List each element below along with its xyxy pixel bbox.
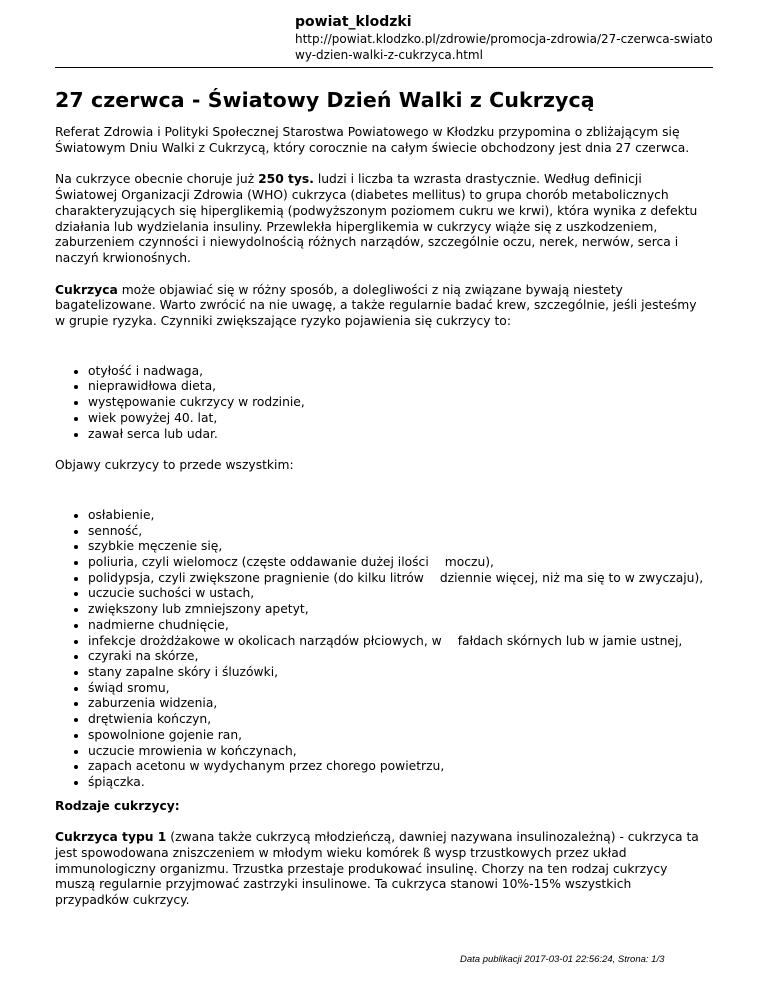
symptom-item: • zwiększony lub zmniejszony apetyt, bbox=[88, 602, 705, 618]
symptom-item: • nadmierne chudnięcie, bbox=[88, 618, 705, 634]
symptoms-variety-text: może objawiać się w różny sposób, a dolegliwości z nią związane bywają niestety bagatelizowane. Warto zwrócić na nie uwagę, a także regularnie badać krew, szczególnie, jeśli jesteśmy w grupie ryzyka. Czynniki zwiększające ryzyko pojawienia się cukrzycy to: bbox=[55, 282, 697, 329]
type1-bold: Cukrzyca typu 1 bbox=[55, 830, 167, 845]
type1-text: (zwana także cukrzycą młodzieńczą, dawniej nazywana insulinozależną) - cukrzyca ta jest spowodowana zniszczeniem w młodym wieku komórek ß wysp trzustkowych przez układ immunologiczny organizmu. Trzustka przestaje produkować insulinę. Chorzy na ten rodzaj cukrzycy muszą regularnie przyjmować zastrzyki insulinowe. Ta cukrzyca stanowi 10%-15% wszystkich przypadków cukrzycy. bbox=[55, 830, 699, 908]
symptom-item: • drętwienia kończyn, bbox=[88, 712, 705, 728]
symptom-item: • zapach acetonu w wydychanym przez chorego powietrzu, bbox=[88, 759, 705, 775]
symptom-item: • uczucie suchości w ustach, bbox=[88, 586, 705, 602]
symptom-item: • stany zapalne skóry i śluzówki, bbox=[88, 665, 705, 681]
symptoms-variety-paragraph bbox=[55, 283, 705, 330]
cukrzyca-bold: Cukrzyca bbox=[55, 282, 118, 297]
type1-paragraph bbox=[55, 830, 705, 909]
symptom-item: • świąd sromu, bbox=[88, 681, 705, 697]
symptom-item: • poliuria, czyli wielomocz (częste oddawanie dużej ilości moczu), bbox=[88, 555, 705, 571]
symptom-item: • zaburzenia widzenia, bbox=[88, 696, 705, 712]
risk-factors-list bbox=[55, 364, 705, 443]
symptom-item: • śpiączka. bbox=[88, 775, 705, 791]
symptom-item: • infekcje drożdżakowe w okolicach narządów płciowych, w fałdach skórnych lub w jamie ustnej, bbox=[88, 634, 705, 650]
symptom-item: • uczucie mrowienia w kończynach, bbox=[88, 744, 705, 760]
prevalence-paragraph bbox=[55, 172, 705, 266]
page-url: http://powiat.klodzko.pl/zdrowie/promocja-zdrowia/27-czerwca-swiatowy-dzien-walki-z-cukrzyca.html bbox=[295, 32, 713, 62]
prevalence-text-before: Na cukrzyce obecnie choruje już bbox=[55, 172, 259, 187]
header-divider bbox=[55, 67, 713, 68]
symptoms-list bbox=[55, 508, 705, 791]
risk-factor-item: • otyłość i nadwaga, bbox=[88, 364, 705, 380]
symptom-item: • senność, bbox=[88, 524, 705, 540]
risk-factor-item: • nieprawidłowa dieta, bbox=[88, 379, 705, 395]
symptom-item: • szybkie męczenie się, bbox=[88, 539, 705, 555]
risk-factor-item: • występowanie cukrzycy w rodzinie, bbox=[88, 395, 705, 411]
intro-paragraph: Referat Zdrowia i Polityki Społecznej Starostwa Powiatowego w Kłodzku przypomina o zbliżającym się Światowym Dniu Walki z Cukrzycą, który corocznie na całym świecie obchodzony jest dnia 27 czerwca. bbox=[55, 125, 690, 155]
prevalence-text-after: ludzi i liczba ta wzrasta drastycznie. Według definicji Światowej Organizacji Zdrowia (WHO) cukrzyca (diabetes mellitus) to grupa chorób metabolicznych charakteryzujących się hiperglikemią (podwyższonym poziomem cukru we krwi), która wynika z defektu działania lub wydzielania insuliny. Przewlekła hiperglikemia w cukrzycy wiąże się z uszkodzeniem, zaburzeniem czynności i niewydolnością różnych narządów, szczególnie oczu, nerek, nerwów, serca i naczyń krwionośnych. bbox=[55, 172, 698, 265]
symptom-item: • czyraki na skórze, bbox=[88, 649, 705, 665]
symptom-item: • spowolnione gojenie ran, bbox=[88, 728, 705, 744]
article-body bbox=[55, 125, 705, 925]
symptom-item: • osłabienie, bbox=[88, 508, 705, 524]
site-name: powiat_klodzki bbox=[295, 14, 412, 30]
symptoms-intro: Objawy cukrzycy to przede wszystkim: bbox=[55, 458, 294, 473]
prevalence-number: 250 tys. bbox=[258, 172, 314, 187]
symptom-item: • polidypsja, czyli zwiększone pragnienie (do kilku litrów dziennie więcej, niż ma się to w zwyczaju), bbox=[88, 571, 705, 587]
risk-factor-item: • wiek powyżej 40. lat, bbox=[88, 411, 705, 427]
risk-factor-item: • zawał serca lub udar. bbox=[88, 427, 705, 443]
types-heading: Rodzaje cukrzycy: bbox=[55, 798, 180, 813]
article-title: 27 czerwca - Światowy Dzień Walki z Cukrzycą bbox=[55, 88, 595, 112]
publication-footer: Data publikacji 2017-03-01 22:56:24, Strona: 1/3 bbox=[460, 954, 665, 965]
